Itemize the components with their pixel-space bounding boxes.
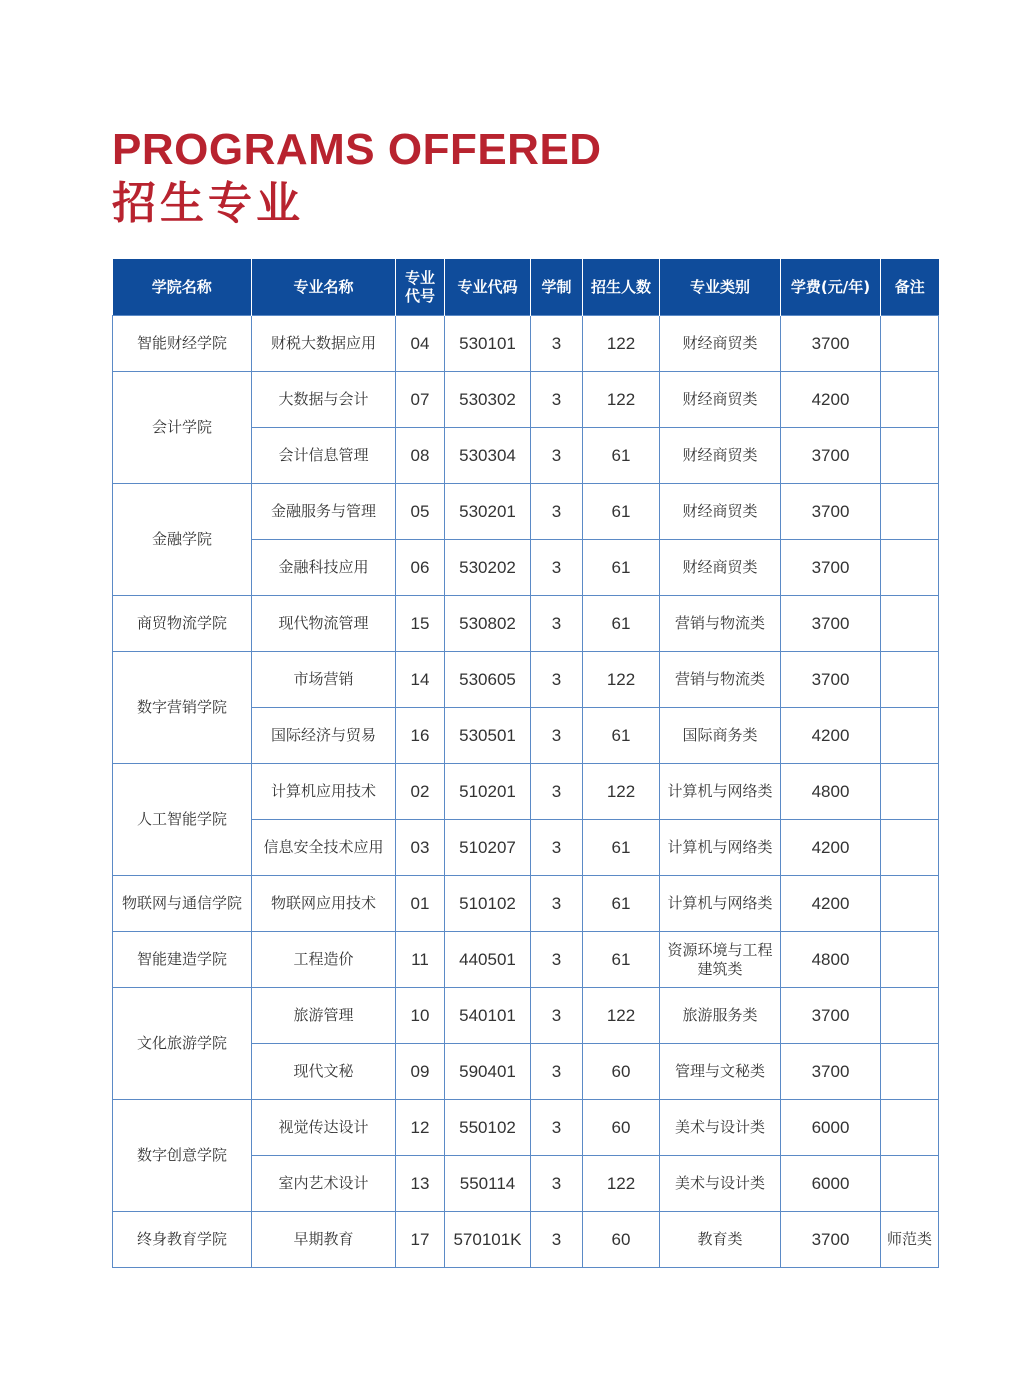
major-name: 信息安全技术应用	[252, 820, 396, 876]
table-row	[113, 372, 939, 428]
category: 计算机与网络类	[660, 764, 781, 820]
college-name: 终身教育学院	[113, 1212, 252, 1268]
table-row	[113, 932, 939, 988]
tuition: 4800	[781, 764, 881, 820]
category: 财经商贸类	[660, 540, 781, 596]
header-tuition: 学费(元/年)	[781, 259, 881, 316]
header-enrollment: 招生人数	[583, 259, 660, 316]
remarks	[881, 820, 939, 876]
major-name: 现代物流管理	[252, 596, 396, 652]
major-name: 金融服务与管理	[252, 484, 396, 540]
tuition: 3700	[781, 988, 881, 1044]
table-row	[113, 876, 939, 932]
duration: 3	[531, 764, 583, 820]
duration: 3	[531, 316, 583, 372]
major-name: 物联网应用技术	[252, 876, 396, 932]
enrollment: 122	[583, 1156, 660, 1212]
page-title-cn: 招生专业	[112, 178, 304, 229]
major-name: 大数据与会计	[252, 372, 396, 428]
category: 计算机与网络类	[660, 876, 781, 932]
enrollment: 61	[583, 708, 660, 764]
table-body	[113, 316, 939, 1268]
remarks	[881, 876, 939, 932]
programs-table	[112, 259, 939, 1268]
table-row	[113, 1100, 939, 1156]
header-college: 学院名称	[113, 259, 252, 316]
program-code: 510201	[445, 764, 531, 820]
tuition: 4200	[781, 876, 881, 932]
program-code: 540101	[445, 988, 531, 1044]
duration: 3	[531, 1044, 583, 1100]
category: 资源环境与工程建筑类	[660, 932, 781, 988]
major-code: 16	[396, 708, 445, 764]
major-name: 市场营销	[252, 652, 396, 708]
program-code: 550102	[445, 1100, 531, 1156]
table-row	[113, 764, 939, 820]
program-code: 530304	[445, 428, 531, 484]
enrollment: 61	[583, 596, 660, 652]
enrollment: 60	[583, 1212, 660, 1268]
duration: 3	[531, 484, 583, 540]
category: 财经商贸类	[660, 428, 781, 484]
category: 财经商贸类	[660, 484, 781, 540]
remarks: 师范类	[881, 1212, 939, 1268]
remarks	[881, 988, 939, 1044]
college-name: 智能建造学院	[113, 932, 252, 988]
major-code: 11	[396, 932, 445, 988]
enrollment: 61	[583, 820, 660, 876]
major-name: 现代文秘	[252, 1044, 396, 1100]
enrollment: 122	[583, 652, 660, 708]
tuition: 4200	[781, 708, 881, 764]
remarks	[881, 652, 939, 708]
duration: 3	[531, 1100, 583, 1156]
category: 旅游服务类	[660, 988, 781, 1044]
program-code: 530605	[445, 652, 531, 708]
header-remarks: 备注	[881, 259, 939, 316]
remarks	[881, 372, 939, 428]
header-major-code-line2: 代号	[404, 287, 435, 305]
major-code: 09	[396, 1044, 445, 1100]
college-name: 数字创意学院	[113, 1100, 252, 1212]
category: 管理与文秘类	[660, 1044, 781, 1100]
enrollment: 61	[583, 540, 660, 596]
program-code: 590401	[445, 1044, 531, 1100]
duration: 3	[531, 932, 583, 988]
tuition: 4200	[781, 820, 881, 876]
program-code: 530201	[445, 484, 531, 540]
major-name: 旅游管理	[252, 988, 396, 1044]
major-code: 13	[396, 1156, 445, 1212]
enrollment: 122	[583, 372, 660, 428]
remarks	[881, 764, 939, 820]
tuition: 3700	[781, 596, 881, 652]
college-name: 文化旅游学院	[113, 988, 252, 1100]
category: 美术与设计类	[660, 1156, 781, 1212]
header-major-code-line1: 专业	[404, 269, 435, 287]
major-name: 室内艺术设计	[252, 1156, 396, 1212]
college-name: 智能财经学院	[113, 316, 252, 372]
program-code: 510102	[445, 876, 531, 932]
college-name: 物联网与通信学院	[113, 876, 252, 932]
enrollment: 61	[583, 932, 660, 988]
remarks	[881, 1156, 939, 1212]
category: 财经商贸类	[660, 316, 781, 372]
major-code: 07	[396, 372, 445, 428]
header-duration: 学制	[531, 259, 583, 316]
program-code: 530202	[445, 540, 531, 596]
tuition: 3700	[781, 652, 881, 708]
tuition: 3700	[781, 1212, 881, 1268]
duration: 3	[531, 820, 583, 876]
remarks	[881, 1100, 939, 1156]
tuition: 3700	[781, 484, 881, 540]
tuition: 3700	[781, 540, 881, 596]
major-code: 12	[396, 1100, 445, 1156]
category: 营销与物流类	[660, 596, 781, 652]
program-code: 550114	[445, 1156, 531, 1212]
remarks	[881, 540, 939, 596]
major-name: 早期教育	[252, 1212, 396, 1268]
major-code: 01	[396, 876, 445, 932]
major-code: 04	[396, 316, 445, 372]
college-name: 金融学院	[113, 484, 252, 596]
major-code: 17	[396, 1212, 445, 1268]
table-row	[113, 484, 939, 540]
remarks	[881, 932, 939, 988]
program-code: 570101K	[445, 1212, 531, 1268]
major-code: 10	[396, 988, 445, 1044]
program-code: 530501	[445, 708, 531, 764]
major-code: 14	[396, 652, 445, 708]
program-code: 440501	[445, 932, 531, 988]
category: 美术与设计类	[660, 1100, 781, 1156]
major-name: 工程造价	[252, 932, 396, 988]
remarks	[881, 316, 939, 372]
remarks	[881, 1044, 939, 1100]
category: 营销与物流类	[660, 652, 781, 708]
header-major: 专业名称	[252, 259, 396, 316]
college-name: 数字营销学院	[113, 652, 252, 764]
program-code: 530101	[445, 316, 531, 372]
major-code: 03	[396, 820, 445, 876]
major-name: 计算机应用技术	[252, 764, 396, 820]
tuition: 6000	[781, 1100, 881, 1156]
duration: 3	[531, 540, 583, 596]
duration: 3	[531, 988, 583, 1044]
tuition: 3700	[781, 316, 881, 372]
major-name: 金融科技应用	[252, 540, 396, 596]
major-name: 财税大数据应用	[252, 316, 396, 372]
category: 计算机与网络类	[660, 820, 781, 876]
program-code: 530802	[445, 596, 531, 652]
major-name: 会计信息管理	[252, 428, 396, 484]
duration: 3	[531, 428, 583, 484]
major-code: 08	[396, 428, 445, 484]
enrollment: 61	[583, 876, 660, 932]
remarks	[881, 428, 939, 484]
header-major-code	[396, 259, 445, 316]
remarks	[881, 596, 939, 652]
duration: 3	[531, 876, 583, 932]
category: 国际商务类	[660, 708, 781, 764]
college-name: 商贸物流学院	[113, 596, 252, 652]
major-code: 06	[396, 540, 445, 596]
duration: 3	[531, 596, 583, 652]
tuition: 6000	[781, 1156, 881, 1212]
duration: 3	[531, 652, 583, 708]
table-header-row	[113, 259, 939, 316]
tuition: 4800	[781, 932, 881, 988]
tuition: 3700	[781, 428, 881, 484]
program-code: 530302	[445, 372, 531, 428]
enrollment: 61	[583, 428, 660, 484]
tuition: 3700	[781, 1044, 881, 1100]
enrollment: 122	[583, 316, 660, 372]
major-code: 15	[396, 596, 445, 652]
duration: 3	[531, 1156, 583, 1212]
table-row	[113, 652, 939, 708]
major-name: 视觉传达设计	[252, 1100, 396, 1156]
page-title-en: PROGRAMS OFFERED	[112, 125, 602, 174]
table-row	[113, 596, 939, 652]
enrollment: 61	[583, 484, 660, 540]
remarks	[881, 708, 939, 764]
major-code: 05	[396, 484, 445, 540]
remarks	[881, 484, 939, 540]
category: 教育类	[660, 1212, 781, 1268]
table-row	[113, 316, 939, 372]
duration: 3	[531, 372, 583, 428]
major-name: 国际经济与贸易	[252, 708, 396, 764]
enrollment: 122	[583, 988, 660, 1044]
enrollment: 122	[583, 764, 660, 820]
table-row	[113, 988, 939, 1044]
table-row	[113, 1212, 939, 1268]
duration: 3	[531, 708, 583, 764]
duration: 3	[531, 1212, 583, 1268]
tuition: 4200	[781, 372, 881, 428]
category: 财经商贸类	[660, 372, 781, 428]
major-code: 02	[396, 764, 445, 820]
header-program-code: 专业代码	[445, 259, 531, 316]
enrollment: 60	[583, 1100, 660, 1156]
header-category: 专业类别	[660, 259, 781, 316]
college-name: 会计学院	[113, 372, 252, 484]
college-name: 人工智能学院	[113, 764, 252, 876]
program-code: 510207	[445, 820, 531, 876]
enrollment: 60	[583, 1044, 660, 1100]
